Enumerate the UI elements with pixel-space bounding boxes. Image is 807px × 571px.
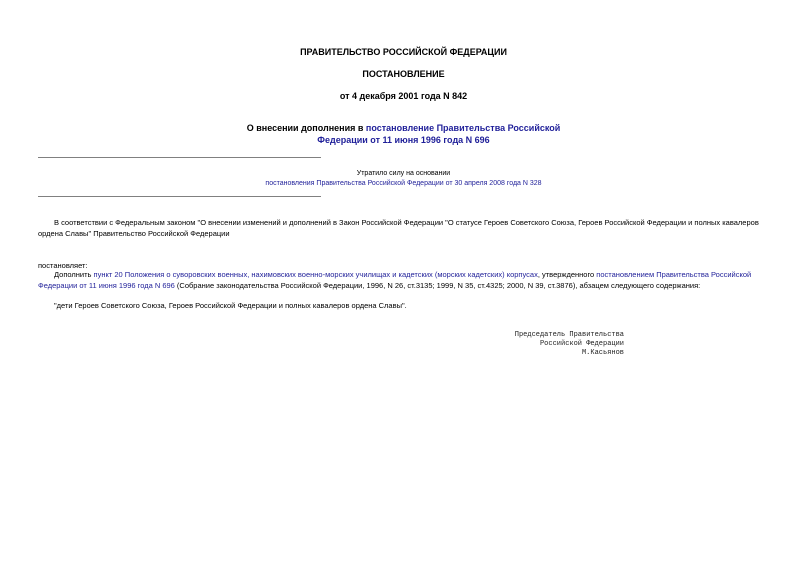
decides-label: постановляет: [38,261,88,270]
signature-line-1: Председатель Правительства [514,331,624,339]
preamble-paragraph: В соответствии с Федеральным законом "О внесении изменений и дополнений в Закон Российской Федерации "О статусе Героев Советского Союза, Героев Российской Федерации и полных кавалеров ордена Славы" Правительство Российской Федерации [38,218,759,238]
document-type: ПОСТАНОВЛЕНИЕ [362,69,445,79]
signature-line-2: Российской Федерации [539,340,624,348]
government-heading: ПРАВИТЕЛЬСТВО РОССИЙСКОЙ ФЕДЕРАЦИИ [300,47,507,57]
divider-bottom [38,196,321,197]
body-text-3: (Собрание законодательства Российской Федерации, 1996, N 26, ст.3135; 1999, N 35, ст.4325; 2000, N 39, ст.3876), абзацем следующего содержания: [174,281,701,290]
body-text-1: Дополнить [54,270,94,279]
signature-block [515,331,624,358]
signature-line-3: М.Касьянов [581,349,624,357]
title-prefix: О внесении дополнения в [246,123,366,133]
status-note [0,170,807,187]
status-line: Утратило силу на основании [356,170,451,177]
quote-paragraph: "дети Героев Советского Союза, Героев Российской Федерации и полных кавалеров ордена Славы". [54,301,407,310]
document-date-number: от 4 декабря 2001 года N 842 [339,91,468,101]
divider-top [38,157,321,158]
document-title [0,122,807,146]
body-link-2[interactable]: постановлением Правительства Российской Федерации от 11 июня 1996 года N 696 [38,270,752,290]
body-link-1[interactable]: пункт 20 Положения о суворовских военных, нахимовских военно-морских училищах и кадетских (морских кадетских) корпусах [93,270,538,279]
title-link-line2[interactable]: Федерации от 11 июня 1996 года N 696 [317,135,490,145]
status-link[interactable]: постановления Правительства Российской Федерации от 30 апреля 2008 года N 328 [265,180,542,187]
body-text-2: , утвержденного [537,270,597,279]
title-link-line1[interactable]: постановление Правительства Российской [365,123,561,133]
body-paragraph [38,269,772,291]
